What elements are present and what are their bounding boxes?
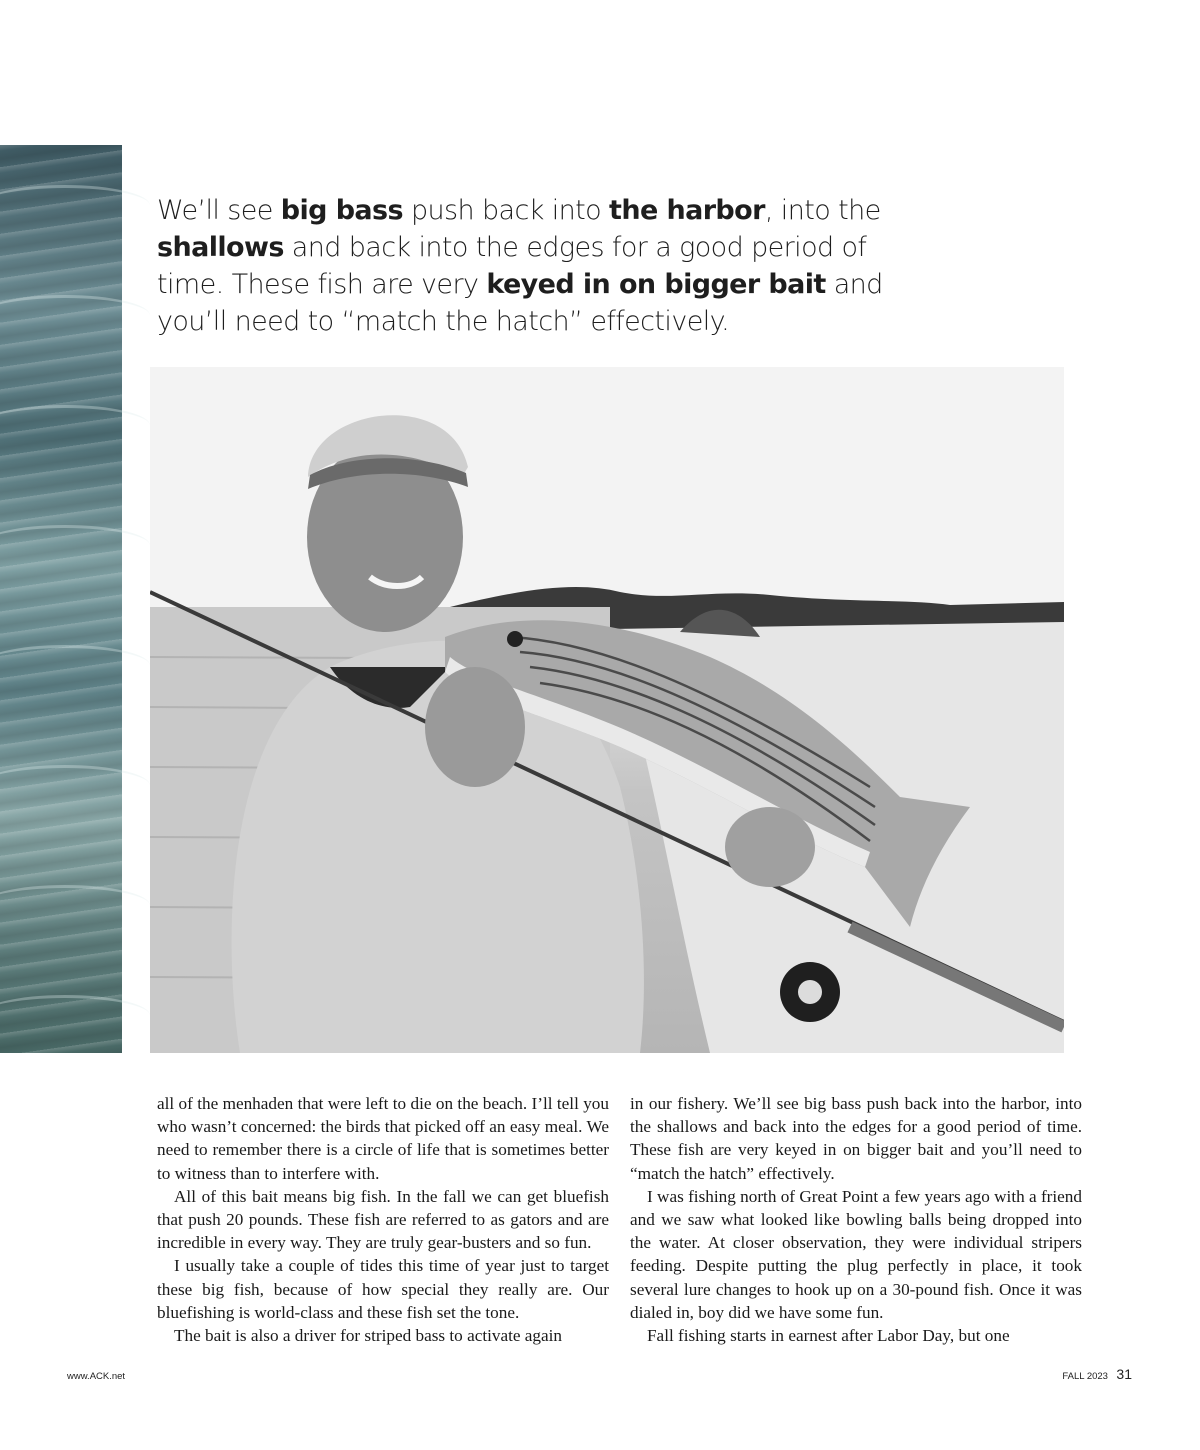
paragraph: I usually take a couple of tides this time of year just to target these big fish, because of how special they really are. Our bluefishing is world-class and these fish set the tone.	[157, 1256, 609, 1322]
water-photo-strip	[0, 145, 122, 1053]
issue-label: FALL 2023	[1062, 1371, 1108, 1382]
angler-with-striped-bass-photo	[150, 367, 1064, 1053]
paragraph: all of the menhaden that were left to die on the beach. I’ll tell you who wasn’t concerned: the birds that picked off an easy meal. We need to remember there is a circle of life that is sometimes better to witness than to interfere with.	[157, 1094, 609, 1183]
paragraph: I was fishing north of Great Point a few years ago with a friend and we saw what looked like bowling balls being dropped into the water. At closer observation, they were individual stripers feeding. Despite putting the plug perfectly in place, it took several lure changes to hook up on a 30-pound fish. Once it was dialed in, boy did we have some fun.	[630, 1186, 1082, 1322]
footer-website: www.ACK.net	[67, 1371, 126, 1382]
footer-folio	[1062, 1366, 1132, 1384]
paragraph: in our fishery. We’ll see big bass push back into the harbor, into the shallows and back into the edges for a good period of time. These fish are very keyed in on bigger bait and you’ll need to “match the hatch” effectively.	[630, 1094, 1082, 1183]
article-column-right	[630, 1092, 1082, 1347]
page-number: 31	[1116, 1366, 1132, 1382]
paragraph: The bait is also a driver for striped bass to activate again	[174, 1326, 563, 1346]
article-column-left	[157, 1092, 609, 1347]
pull-quote: We’ll see big bass push back into the harbor, into the shallows and back into the edges for a good period of time. These fish are very keyed in on bigger bait and you’ll need to “match the hatch” effectively.	[157, 195, 883, 337]
paragraph: Fall fishing starts in earnest after Labor Day, but one	[647, 1326, 1010, 1346]
paragraph: All of this bait means big fish. In the fall we can get bluefish that push 20 pounds. These fish are referred to as gators and are incredible in every way. They are truly gear-busters and so fun.	[157, 1186, 609, 1253]
